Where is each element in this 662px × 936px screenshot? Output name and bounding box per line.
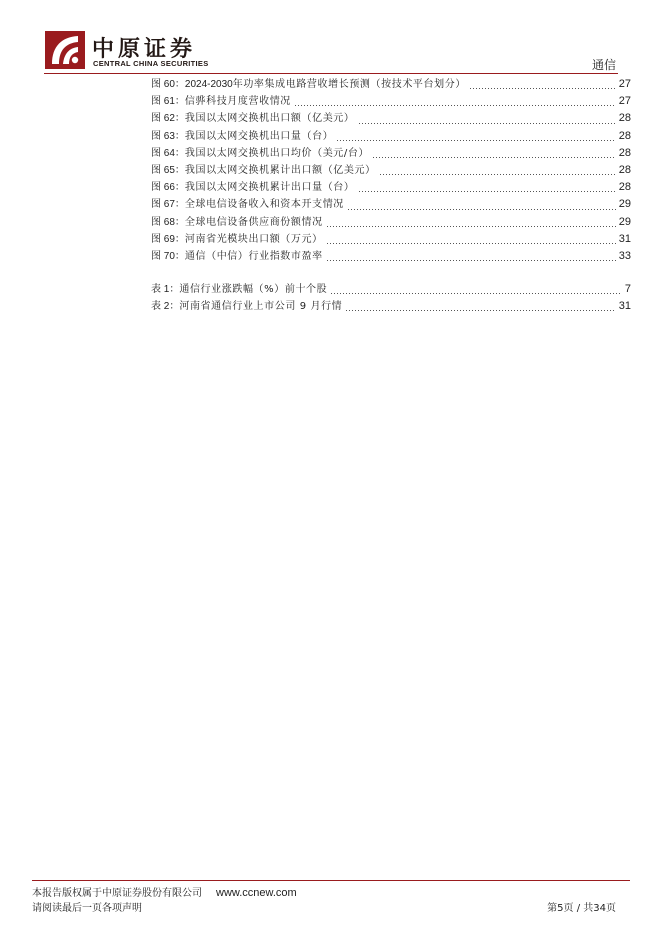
toc-figure-entry[interactable] bbox=[151, 110, 631, 127]
toc-figure-entry[interactable] bbox=[151, 248, 631, 265]
list-spacer bbox=[151, 265, 631, 281]
dot-leader bbox=[326, 260, 616, 261]
page-header bbox=[0, 0, 662, 76]
entry-number: 图 61： bbox=[151, 96, 185, 108]
toc-figure-entry[interactable] bbox=[151, 128, 631, 145]
entry-title: 通信行业涨跌幅（%）前十个股 bbox=[179, 284, 328, 296]
entry-title: 通信（中信）行业指数市盈率 bbox=[184, 250, 323, 262]
entry-title: 我国以太网交换机出口量（台） bbox=[184, 130, 334, 142]
entry-number: 图 68： bbox=[151, 216, 185, 228]
toc-figure-entry[interactable] bbox=[151, 76, 631, 93]
entry-title: 信骅科技月度营收情况 bbox=[184, 96, 291, 108]
figure-list bbox=[151, 76, 631, 265]
entry-page-number: 29 bbox=[618, 215, 631, 228]
entry-number: 图 62： bbox=[151, 113, 185, 125]
table-list bbox=[151, 281, 631, 315]
entry-title: 河南省通信行业上市公司 9 月行情 bbox=[179, 301, 343, 313]
dot-leader bbox=[326, 226, 616, 227]
dot-leader bbox=[372, 157, 616, 158]
entry-title: 我国以太网交换机出口额（亿美元） bbox=[184, 113, 355, 125]
entry-title: 我国以太网交换机出口均价（美元/台） bbox=[184, 147, 370, 159]
entry-number: 图 70： bbox=[151, 250, 185, 262]
entry-page-number: 27 bbox=[618, 78, 631, 90]
footer-divider bbox=[32, 880, 630, 881]
entry-page-number: 28 bbox=[618, 181, 631, 194]
toc-figure-entry[interactable] bbox=[151, 162, 631, 179]
header-divider bbox=[44, 73, 618, 74]
footer-line-2 bbox=[32, 899, 616, 914]
toc-figure-entry[interactable] bbox=[151, 214, 631, 231]
website-link[interactable]: www.ccnew.com bbox=[216, 887, 297, 899]
dot-leader bbox=[469, 88, 616, 89]
entry-number: 图 65： bbox=[151, 164, 185, 176]
entry-number: 图 67： bbox=[151, 199, 185, 211]
entry-page-number: 28 bbox=[618, 112, 631, 125]
copyright-notice: 本报告版权属于中原证券股份有限公司 bbox=[32, 888, 202, 899]
entry-page-number: 28 bbox=[618, 129, 631, 142]
entry-page-number: 27 bbox=[618, 95, 631, 108]
dot-leader bbox=[336, 140, 615, 141]
logo-chinese-name: 中原证券 bbox=[92, 37, 197, 62]
dot-leader bbox=[326, 243, 616, 244]
entry-number: 图 69： bbox=[151, 233, 185, 245]
toc-figure-entry[interactable] bbox=[151, 196, 631, 213]
entry-title: 我国以太网交换机累计出口量（台） bbox=[184, 182, 355, 194]
entry-title: 全球电信设备收入和资本开支情况 bbox=[184, 199, 344, 211]
dot-leader bbox=[347, 209, 616, 210]
entry-title: 全球电信设备供应商份额情况 bbox=[184, 216, 323, 228]
section-title: 通信 bbox=[591, 58, 616, 72]
entry-number: 图 60：2024-2030 bbox=[151, 79, 233, 90]
dot-leader bbox=[379, 174, 616, 175]
logo-english-name: CENTRAL CHINA SECURITIES bbox=[93, 59, 209, 68]
entry-number: 表 2： bbox=[151, 301, 180, 313]
entry-number: 表 1： bbox=[151, 284, 180, 296]
entry-page-number: 7 bbox=[624, 283, 631, 296]
entry-page-number: 33 bbox=[618, 249, 631, 262]
toc-figure-entry[interactable] bbox=[151, 179, 631, 196]
dot-leader bbox=[345, 310, 615, 311]
entry-number: 图 64： bbox=[151, 147, 185, 159]
disclaimer-notice: 请阅读最后一页各项声明 bbox=[32, 903, 142, 914]
dot-leader bbox=[330, 293, 622, 294]
footer-line-1 bbox=[32, 884, 616, 899]
entry-number: 图 63： bbox=[151, 130, 185, 142]
entry-page-number: 31 bbox=[618, 232, 631, 245]
table-of-contents bbox=[151, 76, 631, 315]
toc-table-entry[interactable] bbox=[151, 298, 631, 315]
toc-table-entry[interactable] bbox=[151, 281, 631, 298]
entry-title: 年功率集成电路营收增长预测（按技术平台划分） bbox=[232, 79, 466, 90]
toc-figure-entry[interactable] bbox=[151, 93, 631, 110]
entry-title: 我国以太网交换机累计出口额（亿美元） bbox=[184, 164, 376, 176]
central-china-securities-logo-icon bbox=[44, 30, 86, 70]
dot-leader bbox=[358, 191, 616, 192]
entry-page-number: 28 bbox=[618, 163, 631, 176]
entry-number: 图 66： bbox=[151, 182, 185, 194]
entry-page-number: 29 bbox=[618, 198, 631, 211]
toc-figure-entry[interactable] bbox=[151, 145, 631, 162]
dot-leader bbox=[294, 105, 616, 106]
entry-title: 河南省光模块出口额（万元） bbox=[184, 233, 323, 245]
page-number: 第5页 / 共34页 bbox=[547, 903, 616, 914]
entry-page-number: 28 bbox=[618, 146, 631, 159]
toc-figure-entry[interactable] bbox=[151, 231, 631, 248]
dot-leader bbox=[358, 123, 616, 124]
entry-page-number: 31 bbox=[618, 300, 631, 313]
